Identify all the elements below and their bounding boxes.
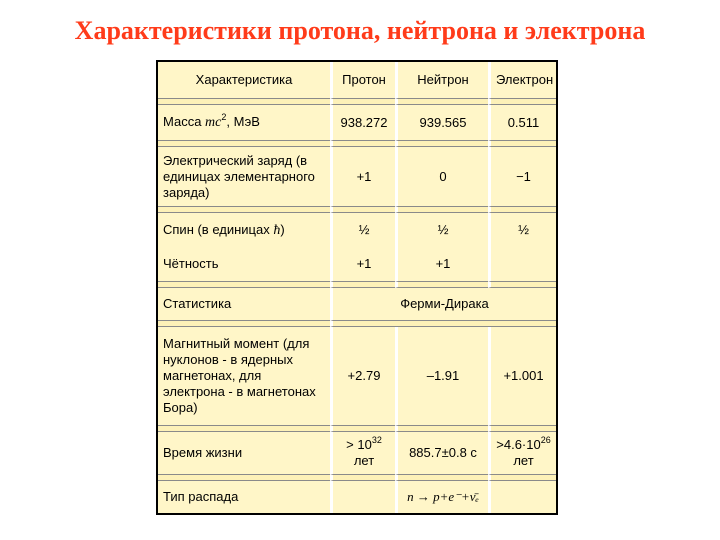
magnetic-neutron: –1.91 xyxy=(395,327,488,425)
row-separator xyxy=(158,281,556,288)
lifetime-electron: $>4.6\cdot 10^{26}$ лет xyxy=(488,432,556,474)
row-separator xyxy=(158,98,556,105)
table-row-spin xyxy=(158,213,556,247)
row-separator xyxy=(158,140,556,147)
label-statistics: Статистика xyxy=(158,288,330,320)
table-row-parity xyxy=(158,247,556,281)
table-row-decay xyxy=(158,481,556,513)
spin-electron: ½ xyxy=(488,213,556,247)
label-mass: Масса $mc^2$, МэВ xyxy=(158,105,330,140)
label-charge: Электрический заряд (в единицах элементарного заряда) xyxy=(158,147,330,206)
mass-electron: 0.511 xyxy=(488,105,556,140)
label-parity: Чётность xyxy=(158,247,330,281)
table-row-charge xyxy=(158,147,556,206)
table-row-lifetime xyxy=(158,432,556,474)
parity-proton: +1 xyxy=(330,247,395,281)
mass-proton: 938.272 xyxy=(330,105,395,140)
header-characteristic: Характеристика xyxy=(158,62,330,98)
table-row-statistics xyxy=(158,288,556,320)
lifetime-neutron: 885.7±0.8 с xyxy=(395,432,488,474)
page-title: Характеристики протона, нейтрона и электрона xyxy=(74,16,646,45)
parity-neutron: +1 xyxy=(395,247,488,281)
particle-properties-table xyxy=(156,60,558,515)
parity-electron xyxy=(488,247,556,281)
spin-proton: ½ xyxy=(330,213,395,247)
mass-neutron: 939.565 xyxy=(395,105,488,140)
charge-neutron: 0 xyxy=(395,147,488,206)
table-header-row xyxy=(158,62,556,98)
magnetic-proton: +2.79 xyxy=(330,327,395,425)
row-separator xyxy=(158,320,556,327)
row-separator xyxy=(158,206,556,213)
label-lifetime: Время жизни xyxy=(158,432,330,474)
charge-proton: +1 xyxy=(330,147,395,206)
decay-proton xyxy=(330,481,395,513)
decay-electron xyxy=(488,481,556,513)
header-electron: Электрон xyxy=(488,62,556,98)
row-separator xyxy=(158,425,556,432)
decay-neutron: n → p+e⁻+ν̄ₑ xyxy=(395,481,488,513)
label-magnetic-moment: Магнитный момент (для нуклонов - в ядерных магнетонах, для электрона - в магнетонах Бора) xyxy=(158,327,330,425)
statistics-value: Ферми-Дирака xyxy=(330,288,556,320)
lifetime-proton: > $10^{32}$ лет xyxy=(330,432,395,474)
charge-electron: −1 xyxy=(488,147,556,206)
spin-neutron: ½ xyxy=(395,213,488,247)
table-row-mass xyxy=(158,105,556,140)
table-row-magnetic-moment xyxy=(158,327,556,425)
label-spin: Спин (в единицах ħ) xyxy=(158,213,330,247)
magnetic-electron: +1.001 xyxy=(488,327,556,425)
header-neutron: Нейтрон xyxy=(395,62,488,98)
header-proton: Протон xyxy=(330,62,395,98)
label-decay: Тип распада xyxy=(158,481,330,513)
row-separator xyxy=(158,474,556,481)
